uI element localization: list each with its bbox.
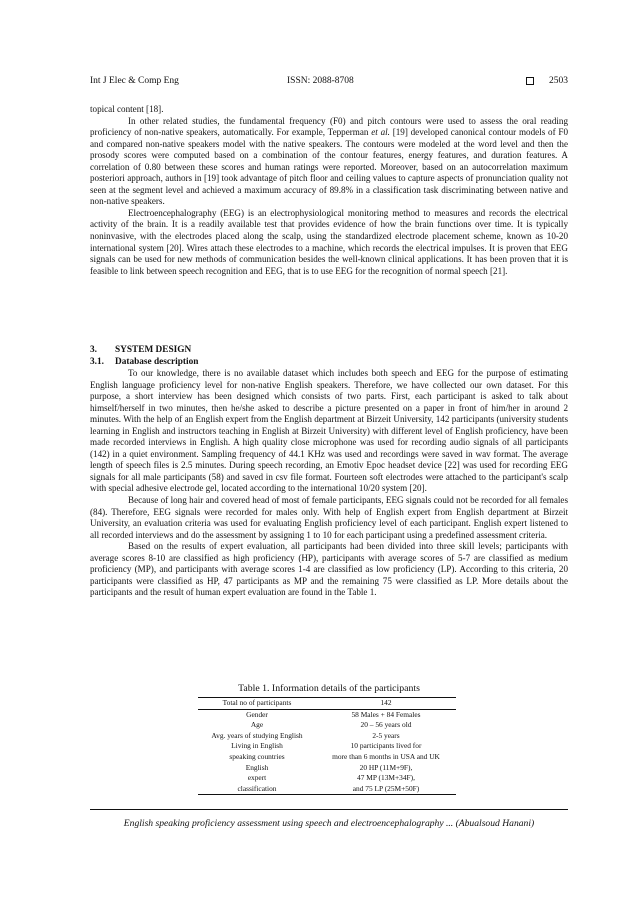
table-cell: more than 6 months in USA and UK bbox=[332, 751, 440, 761]
table-row bbox=[198, 720, 456, 731]
paragraph-prosody-part2: [19] developed canonical contour models of F0 and compared non-native speakers model with the native speakers. The contours were modeled at the word level and then the prosody scores were computed based on a combination of the contour features, energy features, and duration features. A correlation of 0.80 between these scores and human ratings were reported. Moreover, based on an autocorrelation maximum posteriori approach, authors in [19] took advantage of pitch floor and ceiling values to capture aspects of pronunciation quality not seen at the segment level and achieved a maximum accuracy of 89.8% in a classification task discriminating between native and non-native speakers. bbox=[90, 127, 568, 207]
section-title: SYSTEM DESIGN bbox=[115, 345, 192, 355]
table-cell: 58 Males + 84 Females bbox=[351, 709, 421, 719]
journal-name: Int J Elec & Comp Eng bbox=[90, 76, 179, 86]
table-row bbox=[198, 763, 456, 774]
subsection-number: 3.1. bbox=[90, 357, 104, 367]
table-cell: English bbox=[245, 762, 269, 772]
table-cell: and 75 LP (25M+50F) bbox=[316, 784, 456, 795]
running-header bbox=[90, 74, 568, 88]
section-heading bbox=[90, 344, 191, 356]
table-cell: Age bbox=[250, 720, 264, 730]
table-cell: Living in English bbox=[231, 741, 283, 751]
paragraph-topical: topical content [18]. bbox=[90, 104, 164, 114]
running-footer: English speaking proficiency assessment using speech and electroencephalography ... (Abualsoud Hanani) bbox=[123, 818, 535, 829]
table-cell: classification bbox=[198, 784, 316, 795]
footer-divider bbox=[90, 809, 568, 810]
participants-table bbox=[198, 697, 456, 795]
subsection-heading bbox=[90, 356, 198, 368]
table-cell: Avg. years of studying English bbox=[211, 730, 303, 740]
table-row bbox=[198, 784, 456, 795]
table-cell: 10 participants lived for bbox=[350, 741, 422, 751]
table-cell: Gender bbox=[246, 709, 268, 719]
table-cell: 142 bbox=[316, 698, 456, 710]
paragraph-levels: Based on the results of expert evaluation, all participants had been divided into three skill levels; participants with average scores 8-10 are classified as high proficiency (HP), participants with average scores of 5-7 are classified as medium proficiency (MP), and participants with average scores 1-4 are classified as low proficiency (LP). According to this criteria, 20 participants were classified as HP, 47 participants as MP and the remaining 75 were classified as LP. More details about the participants and the result of human expert evaluation are found in the Table 1. bbox=[90, 541, 568, 598]
paragraph-database: To our knowledge, there is no available dataset which includes both speech and EEG for the purpose of estimating English language proficiency level for non-native English speakers. Therefore, we have collected our own dataset. For this purpose, a short interview has been designed which consists of two parts. First, each participant is asked to talk about himself/herself in two minutes, then he/she asked to describe a picture presented on a paper in front of him/her in around 2 minutes. With the help of an English expert from the English department at Birzeit University, 142 participants (university students learning in English and instructors teaching in English at Birzeit University) with different level of English proficiency, have been made recorded interviews in English. A high quality close microphone was used for recording audio signals of all participants (142) in a quiet environment. Sampling frequency of 44.1 KHz was used and recordings were saved in wav format. The average length of speech files is 2.5 minutes. During speech recording, an Emotiv Epoc headset device [22] was used for recording EEG signals for all male participants (58) and saved in csv file format. Fourteen soft electrodes were attached to the participant's scalp with special adhesive electrode gel, located according to the international 10/20 system [20]. bbox=[90, 368, 568, 494]
body-text-lower bbox=[90, 368, 568, 599]
table-row bbox=[198, 709, 456, 720]
section-number: 3. bbox=[90, 345, 97, 355]
table-header-row bbox=[198, 698, 456, 710]
table-cell: 47 MP (13M+34F), bbox=[357, 773, 415, 783]
table-row bbox=[198, 773, 456, 784]
table-cell: Total no of participants bbox=[198, 698, 316, 710]
paragraph-eeg: Electroencephalography (EEG) is an electrophysiological monitoring method to measures and records the electrical activity of the brain. It is a readily available test that provides evidence of how the brain functions over time. It is typically noninvasive, with the electrodes placed along the scalp, using the standardized electrode placement scheme, known as 10-20 international system [20]. Wires attach these electrodes to a machine, which records the electrical impulses. It is proven that EEG signals can be used for new methods of communication besides the well-known clinical applications. It has been proven that it is feasible to link between speech recognition and EEG, that is to use EEG for the recognition of normal speech [21]. bbox=[90, 207, 568, 276]
table-row bbox=[198, 752, 456, 763]
table-caption: Table 1. Information details of the participants bbox=[238, 683, 420, 694]
table-cell: 20 HP (11M+9F), bbox=[359, 762, 413, 772]
table-row bbox=[198, 731, 456, 742]
paragraph-prosody-part1: In other related studies, the fundamental frequency (F0) and pitch contours were used to assess the oral reading proficiency of non-native speakers, automatically. For example, Tepperman bbox=[90, 115, 568, 138]
table-cell: 20 – 56 years old bbox=[360, 720, 412, 730]
body-text-upper bbox=[90, 104, 568, 277]
square-box-icon bbox=[526, 77, 534, 85]
paragraph-prosody bbox=[90, 116, 568, 208]
table-row bbox=[198, 741, 456, 752]
table-cell: expert bbox=[247, 773, 267, 783]
paragraph-female: Because of long hair and covered head of most of female participants, EEG signals could not be recorded for all females (84). Therefore, EEG signals were recorded for males only. With help of English expert from English department at Birzeit University, an evaluation criteria was used for evaluating English proficiency level of each participant. English expert listened to all recorded interviews and do the assessment by assigning 1 to 10 for each participant using a predefined assessment criteria. bbox=[90, 495, 568, 540]
page-number: 2503 bbox=[549, 76, 568, 86]
paragraph-prosody-etal: et al. bbox=[371, 127, 390, 138]
table-cell: 2-5 years bbox=[372, 730, 400, 740]
table-cell: speaking countries bbox=[229, 751, 285, 761]
issn: ISSN: 2088-8708 bbox=[287, 76, 354, 86]
subsection-title: Database description bbox=[115, 357, 199, 367]
